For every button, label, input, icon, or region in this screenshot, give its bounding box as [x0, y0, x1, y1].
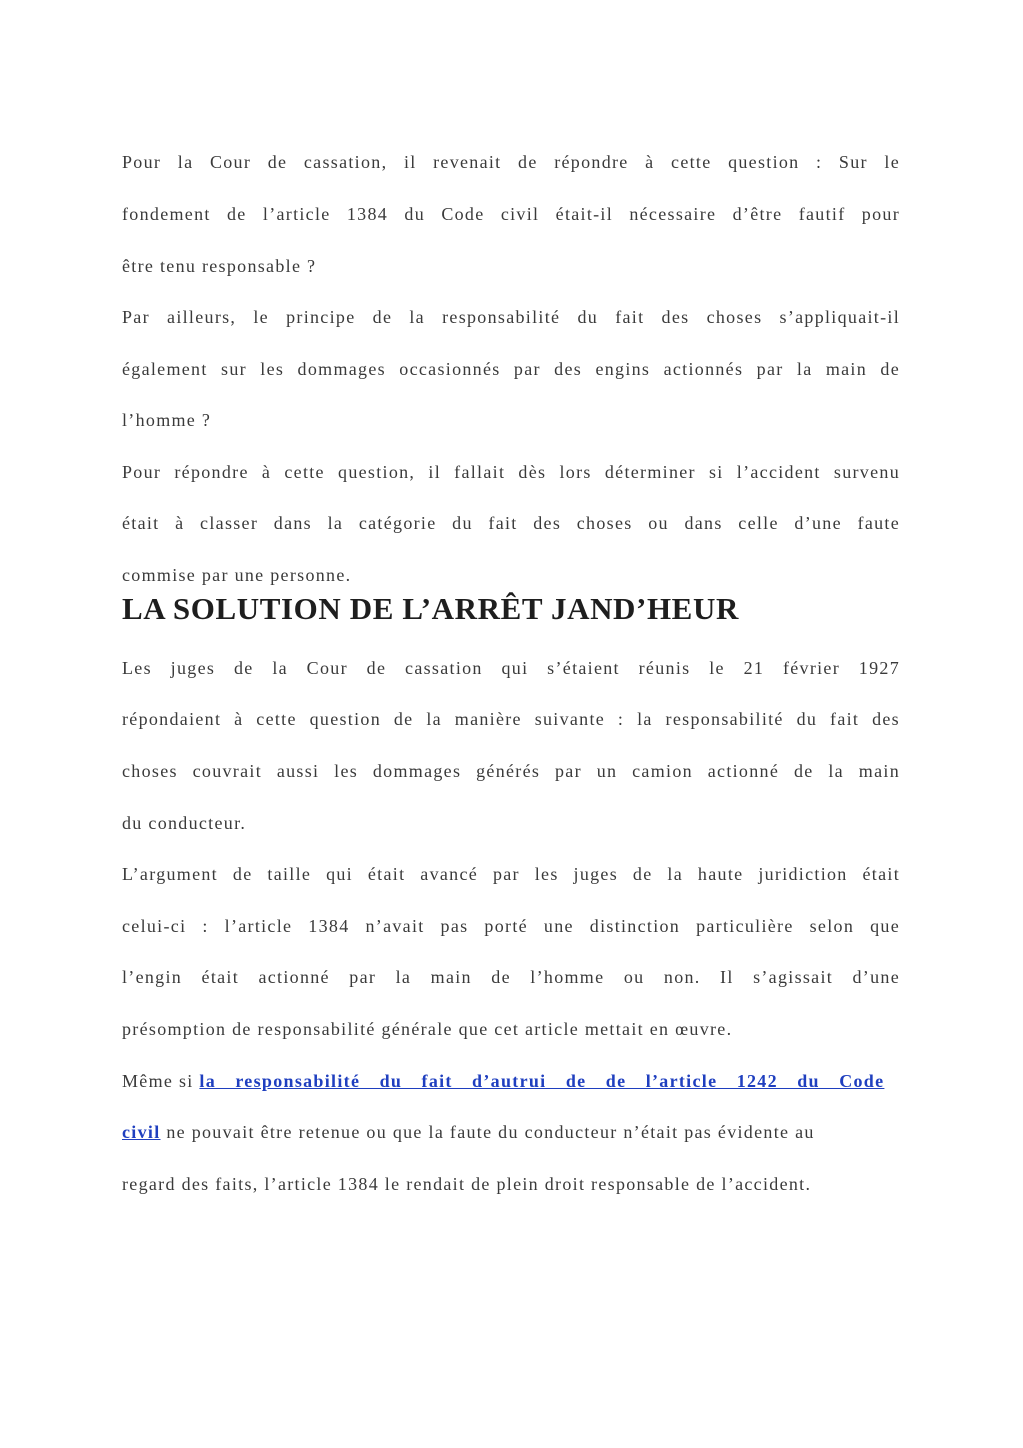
paragraph-1-line-2: fondement de l’article 1384 du Code civil était-il nécessaire d’être fautif pour — [122, 204, 900, 224]
paragraph-4-line-1: Les juges de la Cour de cassation qui s’étaient réunis le 21 février 1927 — [122, 658, 900, 678]
paragraph-2-line-3: l’homme ? — [122, 410, 212, 430]
paragraph-6-line-2 — [122, 1120, 815, 1144]
paragraph-2-line-1: Par ailleurs, le principe de la responsabilité du fait des choses s’appliquait-il — [122, 307, 900, 327]
paragraph-1-line-1: Pour la Cour de cassation, il revenait de répondre à cette question : Sur le — [122, 152, 900, 172]
paragraph-4-line-3: choses couvrait aussi les dommages générés par un camion actionné de la main — [122, 761, 900, 781]
paragraph-6-line-3: regard des faits, l’article 1384 le rendait de plein droit responsable de l’accident. — [122, 1174, 812, 1194]
paragraph-6-prefix: Même si — [122, 1071, 194, 1091]
paragraph-3-line-2: était à classer dans la catégorie du fait des choses ou dans celle d’une faute — [122, 513, 900, 533]
paragraph-3-line-1: Pour répondre à cette question, il fallait dès lors déterminer si l’accident survenu — [122, 462, 900, 482]
article-1242-link[interactable]: la responsabilité du fait d’autrui de de l’article 1242 du Code — [199, 1071, 885, 1091]
paragraph-5-line-2: celui-ci : l’article 1384 n’avait pas porté une distinction particulière selon que — [122, 916, 900, 936]
paragraph-5-line-1: L’argument de taille qui était avancé par les juges de la haute juridiction était — [122, 864, 900, 884]
paragraph-4-line-2: répondaient à cette question de la manière suivante : la responsabilité du fait des — [122, 709, 900, 729]
paragraph-6-line-1 — [122, 1069, 884, 1093]
article-1242-link-continued[interactable]: civil — [122, 1122, 161, 1142]
section-heading: LA SOLUTION DE L’ARRÊT JAND’HEUR — [122, 591, 739, 626]
paragraph-5-line-3: l’engin était actionné par la main de l’homme ou non. Il s’agissait d’une — [122, 967, 900, 987]
paragraph-5-line-4: présomption de responsabilité générale que cet article mettait en œuvre. — [122, 1019, 733, 1039]
paragraph-1-line-3: être tenu responsable ? — [122, 256, 317, 276]
paragraph-3-line-3: commise par une personne. — [122, 565, 352, 585]
paragraph-6-line-2-text: ne pouvait être retenue ou que la faute du conducteur n’était pas évidente au — [166, 1122, 815, 1142]
paragraph-4-line-4: du conducteur. — [122, 813, 247, 833]
paragraph-2-line-2: également sur les dommages occasionnés par des engins actionnés par la main de — [122, 359, 900, 379]
